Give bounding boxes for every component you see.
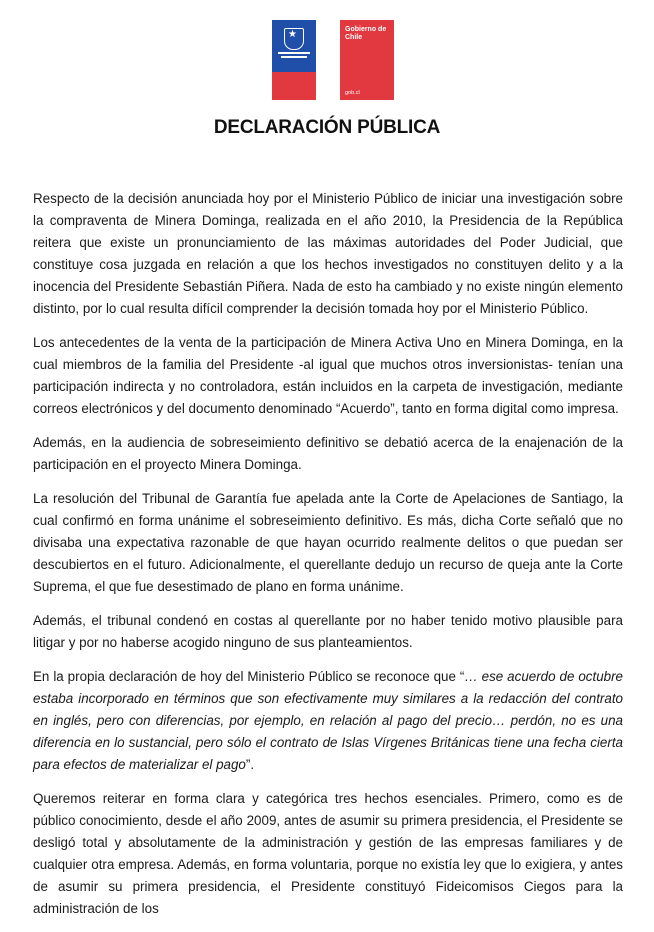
paragraph-3: Además, en la audiencia de sobreseimiento definitivo se debatió acerca de la enajenación de la participación en el proyecto Minera Dominga. <box>33 435 623 472</box>
gobierno-de-chile-wordmark-logo <box>340 20 394 100</box>
quote-text: … ese acuerdo de octubre estaba incorporado en términos que son efectivamente muy similares a la redacción del contrato en inglés, pero con diferencias, por ejemplo, en relación al pago del precio… perdón, no es una diferencia en lo sustancial, pero sólo el contrato de Islas Vírgenes Británicas tiene una fecha cierta para efectos de materializar el pago <box>33 669 623 772</box>
header-logos <box>272 20 392 102</box>
paragraph-4: La resolución del Tribunal de Garantía fue apelada ante la Corte de Apelaciones de Santiago, la cual confirmó en forma unánime el sobreseimiento definitivo. Es más, dicha Corte señaló que no divisaba una expectativa razonable de que hayan ocurrido realmente delitos o que puedan ser descubiertos en el futuro. Adicionalmente, el querellante dedujo un recurso de queja ante la Corte Suprema, el que fue desestimado de plano en forma unánime. <box>33 491 623 594</box>
gobierno-de-chile-emblem-logo <box>272 20 316 100</box>
logo-caption: gob.cl <box>345 90 360 96</box>
quote-paragraph <box>33 666 623 776</box>
paragraph-7: Queremos reiterar en forma clara y categórica tres hechos esenciales. Primero, como es de público conocimiento, desde el año 2009, antes de asumir su primera presidencia, el Presidente se desligó total y absolutamente de la administración y gestión de las empresas familiares y de cualquier otra empresa. Además, en forma voluntaria, porque no existía ley que lo exigiera, y antes de asumir su primera presidencia, el Presidente constituyó Fideicomisos Ciegos para la administración de los <box>33 791 623 916</box>
paragraph-1: Respecto de la decisión anunciada hoy por el Ministerio Público de iniciar una investigación sobre la compraventa de Minera Dominga, realizada en el año 2010, la Presidencia de la República reitera que existe un pronunciamiento de las máximas autoridades del Poder Judicial, que constituye cosa juzgada en relación a que los hechos investigados no constituyen delito y a la inocencia del Presidente Sebastián Piñera. Nada de esto ha cambiado y no existe ningún elemento distinto, por lo cual resulta difícil comprender la decisión tomada hoy por el Ministerio Público. <box>33 191 623 316</box>
document-body <box>33 188 623 932</box>
document-title: DECLARACIÓN PÚBLICA <box>213 117 441 138</box>
logo-title: Gobierno de Chile <box>345 26 387 41</box>
quote-close: ”. <box>245 757 255 772</box>
star-icon: ★ <box>288 29 297 40</box>
quote-intro: En la propia declaración de hoy del Ministerio Público se reconoce que “ <box>33 669 465 684</box>
paragraph-2: Los antecedentes de la venta de la participación de Minera Activa Uno en Minera Dominga, en la cual miembros de la familia del Presidente -al igual que muchos otros inversionistas- tenían una participación indirecta y no controladora, están incluidos en la carpeta de investigación, mediante correos electrónicos y del documento denominado “Acuerdo”, tanto en forma digital como impresa. <box>33 335 623 416</box>
shield-icon <box>284 28 304 50</box>
paragraph-5: Además, el tribunal condenó en costas al querellante por no haber tenido motivo plausible para litigar y por no haberse acogido ninguno de sus planteamientos. <box>33 613 623 650</box>
